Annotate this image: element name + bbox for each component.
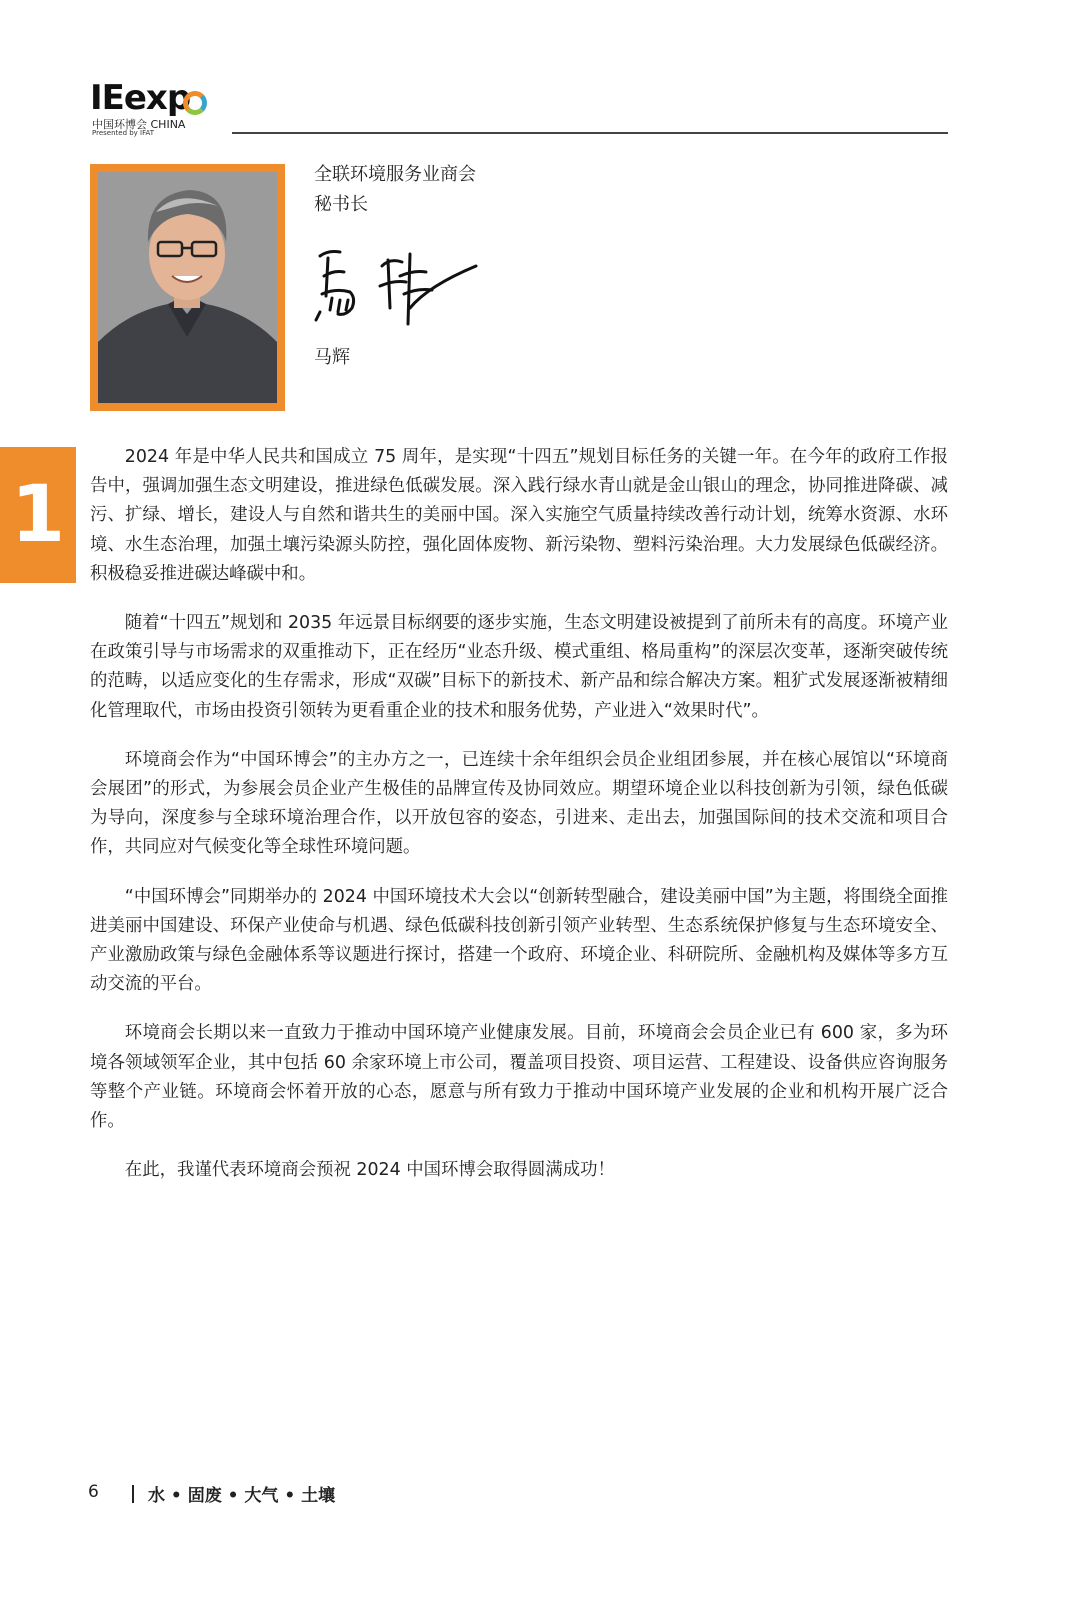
page-number: 6 — [88, 1482, 99, 1502]
paragraph: 环境商会作为“中国环博会”的主办方之一，已连续十余年组织会员企业组团参展，并在核心展馆以“环境商会展团”的形式，为参展会员企业产生极佳的品牌宣传及协同效应。期望环境企业以科技创新为引领，绿色低碳为导向，深度参与全球环境治理合作，以开放包容的姿态，引进来、走出去，加强国际间的技术交流和项目合作，共同应对气候变化等全球性环境问题。 — [90, 749, 948, 858]
logo-presented-by: Presented by IFAT — [92, 129, 155, 137]
header-divider — [232, 132, 948, 134]
author-name: 马辉 — [314, 347, 350, 368]
paragraph: “中国环博会”同期举办的 2024 中国环境技术大会以“创新转型融合，建设美丽中国”为主题，将围绕全面推进美丽中国建设、环保产业使命与机遇、绿色低碳科技创新引领产业转型、生态系统保护修复与生态环境安全、产业激励政策与绿色金融体系等议题进行探讨，搭建一个政府、环境企业、科研院所、金融机构及媒体等多方互动交流的平台。 — [90, 886, 948, 995]
logo-ring-icon — [183, 91, 207, 115]
ie-expo-logo — [90, 80, 215, 140]
logo-subtitle: 中国环博会 CHINA — [92, 118, 186, 131]
paragraph: 在此，我谨代表环境商会预祝 2024 中国环博会取得圆满成功！ — [124, 1160, 615, 1181]
article-body — [90, 443, 948, 1205]
paragraph: 2024 年是中华人民共和国成立 75 周年，是实现“十四五”规划目标任务的关键一年。在今年的政府工作报告中，强调加强生态文明建设，推进绿色低碳发展。深入践行绿水青山就是金山银山的理念，协同推进降碳、减污、扩绿、增长，建设人与自然和谐共生的美丽中国。深入实施空气质量持续改善行动计划，统筹水资源、水环境、水生态治理，加强土壤污染源头防控，强化固体废物、新污染物、塑料污染治理。大力发展绿色低碳经济。积极稳妥推进碳达峰碳中和。 — [90, 447, 948, 584]
chapter-number: 1 — [10, 470, 66, 560]
footer-divider — [132, 1485, 134, 1503]
paragraph: 环境商会长期以来一直致力于推动中国环境产业健康发展。目前，环境商会会员企业已有 600 家，多为环境各领域领军企业，其中包括 60 余家环境上市公司，覆盖项目投资、项目运营、工程建设、设备供应咨询服务等整个产业链。环境商会怀着开放的心态，愿意与所有致力于推动中国环境产业发展的企业和机构开展广泛合作。 — [90, 1023, 948, 1132]
paragraph: 随着“十四五”规划和 2035 年远景目标纲要的逐步实施，生态文明建设被提到了前所未有的高度。环境产业在政策引导与市场需求的双重推动下，正在经历“业态升级、模式重组、格局重构”的深层次变革，逐渐突破传统的范畴，以适应变化的生存需求，形成“双碳”目标下的新技术、新产品和综合解决方案。粗犷式发展逐渐被精细化管理取代，市场由投资引领转为更看重企业的技术和服务优势，产业进入“效果时代”。 — [90, 613, 948, 721]
portrait-frame — [90, 164, 285, 411]
author-title: 秘书长 — [314, 194, 368, 215]
author-signature — [310, 236, 480, 331]
author-organization: 全联环境服务业商会 — [314, 164, 476, 185]
footer-section-title: 水 • 固废 • 大气 • 土壤 — [148, 1486, 336, 1506]
portrait-illustration — [98, 172, 277, 403]
logo-wordmark: IEexp — [90, 78, 191, 118]
author-portrait — [98, 172, 277, 403]
